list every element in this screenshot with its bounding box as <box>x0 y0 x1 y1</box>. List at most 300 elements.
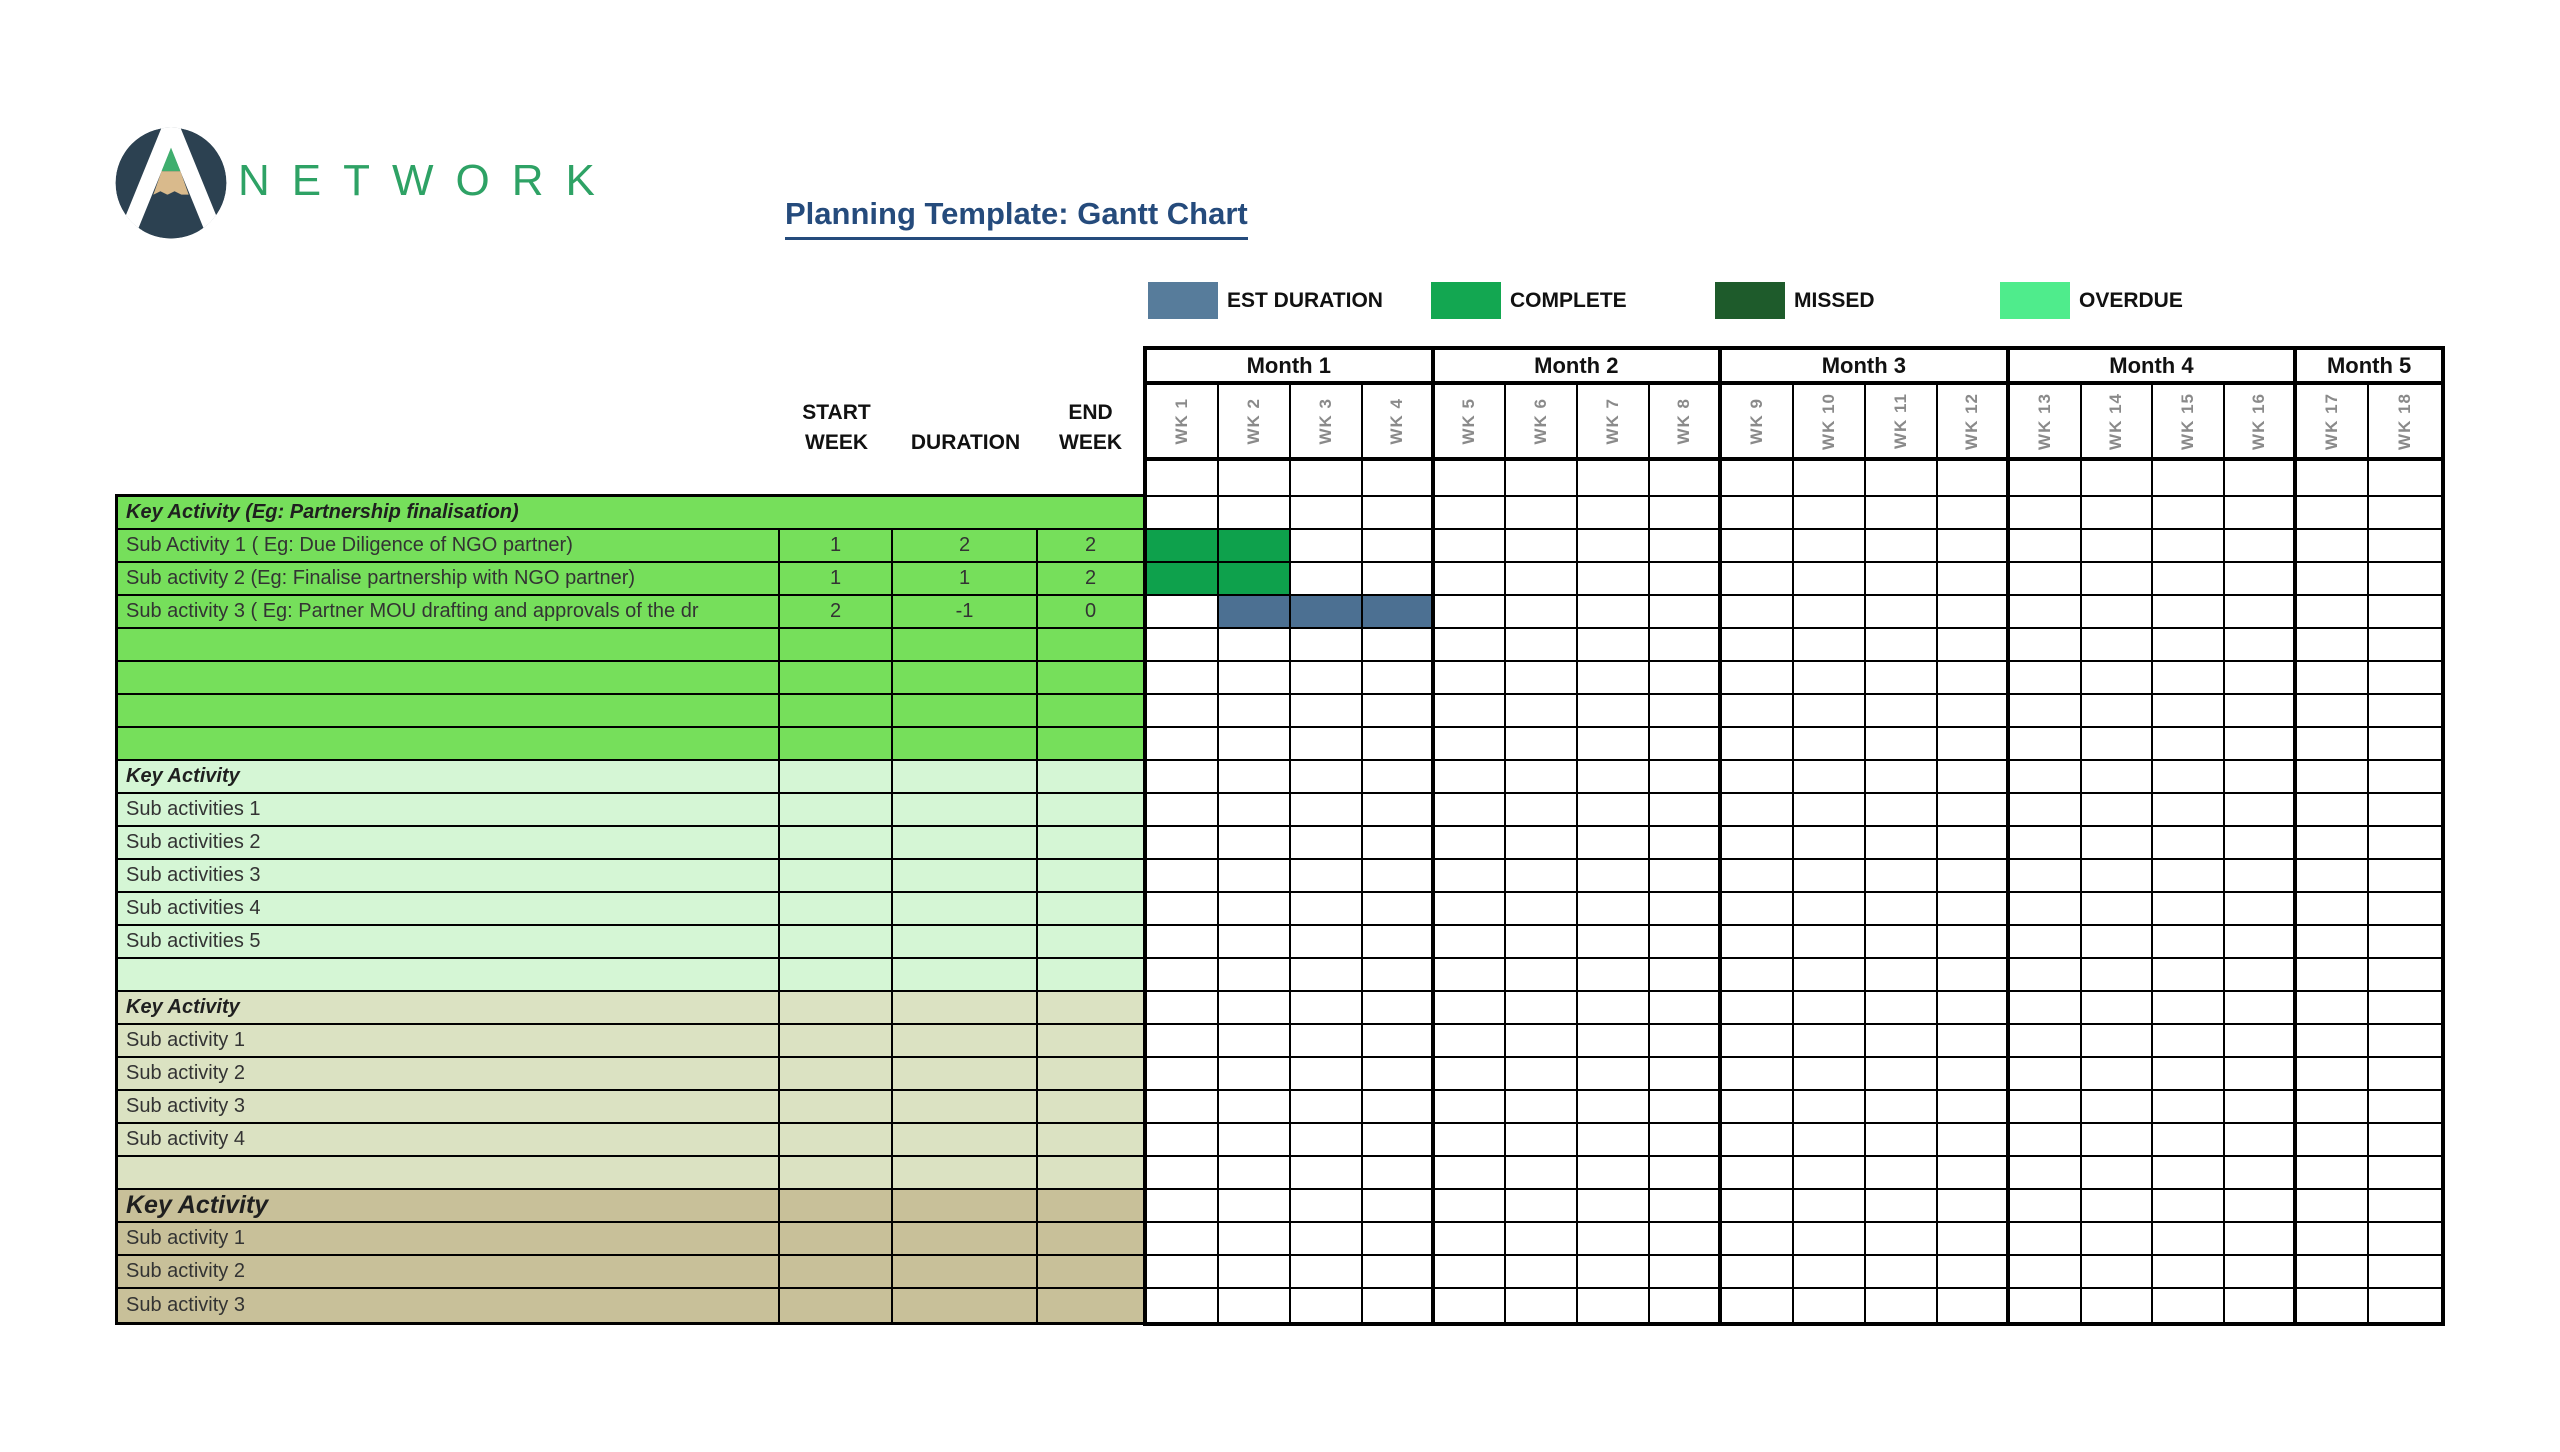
gantt-cell-wk8[interactable] <box>1650 1124 1722 1157</box>
gantt-cell-wk6[interactable] <box>1506 1025 1578 1058</box>
gantt-cell-wk15[interactable] <box>2153 1190 2225 1223</box>
gantt-cell-wk17[interactable] <box>2297 1058 2369 1091</box>
gantt-cell-wk15[interactable] <box>2153 1124 2225 1157</box>
duration-cell[interactable] <box>893 1190 1038 1221</box>
gantt-cell-wk13[interactable] <box>2010 461 2082 497</box>
gantt-cell-wk9[interactable] <box>1722 1256 1794 1289</box>
gantt-cell-wk9[interactable] <box>1722 1157 1794 1190</box>
end-week-cell[interactable] <box>1038 695 1143 726</box>
gantt-cell-wk17[interactable] <box>2297 596 2369 629</box>
gantt-cell-wk13[interactable] <box>2010 1025 2082 1058</box>
start-week-cell[interactable] <box>780 794 893 825</box>
gantt-cell-wk2[interactable] <box>1219 629 1291 662</box>
gantt-cell-wk17[interactable] <box>2297 563 2369 596</box>
end-week-cell[interactable]: 2 <box>1084 534 1097 556</box>
sub-activity-cell[interactable] <box>118 794 780 825</box>
gantt-cell-wk9[interactable] <box>1722 992 1794 1025</box>
gantt-cell-wk6[interactable] <box>1506 1124 1578 1157</box>
gantt-cell-wk1[interactable] <box>1147 893 1219 926</box>
gantt-cell-wk3[interactable] <box>1291 1091 1363 1124</box>
end-week-cell[interactable] <box>1038 926 1143 957</box>
gantt-cell-wk12[interactable] <box>1938 827 2010 860</box>
gantt-cell-wk14[interactable] <box>2082 629 2154 662</box>
gantt-cell-wk16[interactable] <box>2225 662 2297 695</box>
gantt-cell-wk11[interactable] <box>1866 1091 1938 1124</box>
gantt-cell-wk12[interactable] <box>1938 596 2010 629</box>
gantt-cell-wk10[interactable] <box>1794 1091 1866 1124</box>
gantt-bar-cell-est-wk3[interactable] <box>1291 596 1363 629</box>
gantt-cell-wk18[interactable] <box>2369 1124 2441 1157</box>
gantt-cell-wk4[interactable] <box>1363 1289 1435 1322</box>
gantt-cell-wk5[interactable] <box>1435 461 1507 497</box>
gantt-cell-wk7[interactable] <box>1578 860 1650 893</box>
start-week-cell[interactable] <box>780 860 893 891</box>
gantt-cell-wk3[interactable] <box>1291 1157 1363 1190</box>
gantt-cell-wk8[interactable] <box>1650 563 1722 596</box>
gantt-cell-wk17[interactable] <box>2297 1223 2369 1256</box>
gantt-cell-wk11[interactable] <box>1866 959 1938 992</box>
gantt-cell-wk18[interactable] <box>2369 497 2441 530</box>
gantt-cell-wk17[interactable] <box>2297 893 2369 926</box>
sub-activity-cell[interactable] <box>118 1256 780 1287</box>
gantt-cell-wk2[interactable] <box>1219 959 1291 992</box>
gantt-cell-wk9[interactable] <box>1722 461 1794 497</box>
gantt-cell-wk1[interactable] <box>1147 497 1219 530</box>
gantt-cell-wk9[interactable] <box>1722 860 1794 893</box>
gantt-cell-wk15[interactable] <box>2153 761 2225 794</box>
duration-cell[interactable] <box>893 926 1038 957</box>
gantt-cell-wk3[interactable] <box>1291 563 1363 596</box>
gantt-cell-wk15[interactable] <box>2153 893 2225 926</box>
gantt-cell-wk8[interactable] <box>1650 827 1722 860</box>
gantt-cell-wk14[interactable] <box>2082 959 2154 992</box>
end-week-cell[interactable] <box>1038 1124 1143 1155</box>
gantt-cell-wk8[interactable] <box>1650 1157 1722 1190</box>
gantt-cell-wk6[interactable] <box>1506 827 1578 860</box>
key-activity-cell[interactable] <box>118 761 780 792</box>
gantt-cell-wk13[interactable] <box>2010 497 2082 530</box>
duration-cell[interactable] <box>893 1256 1038 1287</box>
gantt-cell-wk10[interactable] <box>1794 563 1866 596</box>
gantt-cell-wk8[interactable] <box>1650 761 1722 794</box>
gantt-cell-wk4[interactable] <box>1363 893 1435 926</box>
gantt-cell-wk14[interactable] <box>2082 827 2154 860</box>
gantt-cell-wk16[interactable] <box>2225 629 2297 662</box>
gantt-cell-wk5[interactable] <box>1435 827 1507 860</box>
start-week-cell[interactable]: 1 <box>780 563 893 594</box>
gantt-cell-wk17[interactable] <box>2297 1256 2369 1289</box>
gantt-cell-wk16[interactable] <box>2225 926 2297 959</box>
gantt-cell-wk5[interactable] <box>1435 1058 1507 1091</box>
gantt-cell-wk14[interactable] <box>2082 461 2154 497</box>
gantt-cell-wk4[interactable] <box>1363 629 1435 662</box>
gantt-cell-wk12[interactable] <box>1938 629 2010 662</box>
gantt-cell-wk7[interactable] <box>1578 728 1650 761</box>
gantt-cell-wk18[interactable] <box>2369 761 2441 794</box>
gantt-cell-wk13[interactable] <box>2010 1091 2082 1124</box>
gantt-cell-wk14[interactable] <box>2082 926 2154 959</box>
gantt-cell-wk17[interactable] <box>2297 827 2369 860</box>
gantt-cell-wk3[interactable] <box>1291 629 1363 662</box>
gantt-cell-wk1[interactable] <box>1147 761 1219 794</box>
gantt-cell-wk1[interactable] <box>1147 926 1219 959</box>
gantt-cell-wk11[interactable] <box>1866 1223 1938 1256</box>
empty-activity-cell[interactable] <box>118 959 780 990</box>
gantt-cell-wk11[interactable] <box>1866 761 1938 794</box>
gantt-cell-wk7[interactable] <box>1578 629 1650 662</box>
gantt-cell-wk13[interactable] <box>2010 959 2082 992</box>
gantt-cell-wk11[interactable] <box>1866 1025 1938 1058</box>
gantt-cell-wk5[interactable] <box>1435 992 1507 1025</box>
gantt-cell-wk5[interactable] <box>1435 959 1507 992</box>
gantt-cell-wk2[interactable] <box>1219 695 1291 728</box>
gantt-cell-wk1[interactable] <box>1147 860 1219 893</box>
gantt-cell-wk8[interactable] <box>1650 794 1722 827</box>
gantt-cell-wk13[interactable] <box>2010 1289 2082 1322</box>
gantt-cell-wk3[interactable] <box>1291 1289 1363 1322</box>
gantt-cell-wk1[interactable] <box>1147 695 1219 728</box>
gantt-cell-wk7[interactable] <box>1578 893 1650 926</box>
gantt-cell-wk3[interactable] <box>1291 1190 1363 1223</box>
gantt-cell-wk13[interactable] <box>2010 662 2082 695</box>
gantt-cell-wk13[interactable] <box>2010 695 2082 728</box>
gantt-cell-wk10[interactable] <box>1794 926 1866 959</box>
gantt-cell-wk16[interactable] <box>2225 1124 2297 1157</box>
gantt-cell-wk13[interactable] <box>2010 728 2082 761</box>
gantt-cell-wk5[interactable] <box>1435 1157 1507 1190</box>
gantt-cell-wk16[interactable] <box>2225 596 2297 629</box>
gantt-cell-wk1[interactable] <box>1147 1223 1219 1256</box>
gantt-cell-wk13[interactable] <box>2010 530 2082 563</box>
gantt-cell-wk10[interactable] <box>1794 1058 1866 1091</box>
gantt-cell-wk9[interactable] <box>1722 629 1794 662</box>
gantt-cell-wk2[interactable] <box>1219 461 1291 497</box>
gantt-cell-wk12[interactable] <box>1938 461 2010 497</box>
gantt-cell-wk3[interactable] <box>1291 1058 1363 1091</box>
gantt-cell-wk3[interactable] <box>1291 461 1363 497</box>
gantt-cell-wk11[interactable] <box>1866 662 1938 695</box>
gantt-cell-wk7[interactable] <box>1578 926 1650 959</box>
gantt-cell-wk18[interactable] <box>2369 794 2441 827</box>
duration-cell[interactable] <box>893 629 1038 660</box>
gantt-cell-wk6[interactable] <box>1506 461 1578 497</box>
end-week-cell[interactable] <box>1038 1190 1143 1221</box>
gantt-cell-wk12[interactable] <box>1938 497 2010 530</box>
gantt-cell-wk9[interactable] <box>1722 1190 1794 1223</box>
end-week-cell[interactable] <box>1038 1256 1143 1287</box>
gantt-cell-wk15[interactable] <box>2153 1223 2225 1256</box>
gantt-cell-wk10[interactable] <box>1794 1157 1866 1190</box>
gantt-cell-wk6[interactable] <box>1506 1223 1578 1256</box>
gantt-cell-wk11[interactable] <box>1866 893 1938 926</box>
gantt-cell-wk4[interactable] <box>1363 827 1435 860</box>
gantt-cell-wk12[interactable] <box>1938 530 2010 563</box>
gantt-cell-wk14[interactable] <box>2082 1025 2154 1058</box>
empty-activity-cell[interactable] <box>118 728 780 759</box>
gantt-cell-wk16[interactable] <box>2225 530 2297 563</box>
gantt-cell-wk11[interactable] <box>1866 1190 1938 1223</box>
duration-cell[interactable] <box>893 1025 1038 1056</box>
gantt-cell-wk3[interactable] <box>1291 794 1363 827</box>
gantt-cell-wk8[interactable] <box>1650 629 1722 662</box>
gantt-cell-wk3[interactable] <box>1291 1025 1363 1058</box>
gantt-cell-wk14[interactable] <box>2082 893 2154 926</box>
end-week-cell[interactable] <box>1038 1058 1143 1089</box>
gantt-cell-wk2[interactable] <box>1219 926 1291 959</box>
gantt-cell-wk13[interactable] <box>2010 1058 2082 1091</box>
gantt-cell-wk1[interactable] <box>1147 461 1219 497</box>
gantt-cell-wk1[interactable] <box>1147 1190 1219 1223</box>
sub-activity-cell[interactable] <box>118 1091 780 1122</box>
gantt-cell-wk14[interactable] <box>2082 1256 2154 1289</box>
gantt-cell-wk13[interactable] <box>2010 992 2082 1025</box>
gantt-cell-wk6[interactable] <box>1506 959 1578 992</box>
sub-activity-cell[interactable] <box>118 1025 780 1056</box>
sub-activity-cell[interactable] <box>118 1058 780 1089</box>
gantt-cell-wk14[interactable] <box>2082 497 2154 530</box>
gantt-cell-wk15[interactable] <box>2153 461 2225 497</box>
gantt-cell-wk16[interactable] <box>2225 959 2297 992</box>
gantt-cell-wk12[interactable] <box>1938 1124 2010 1157</box>
gantt-cell-wk17[interactable] <box>2297 926 2369 959</box>
sub-activity-cell[interactable] <box>118 596 780 627</box>
gantt-cell-wk1[interactable] <box>1147 1058 1219 1091</box>
gantt-cell-wk8[interactable] <box>1650 1058 1722 1091</box>
gantt-cell-wk4[interactable] <box>1363 497 1435 530</box>
gantt-cell-wk5[interactable] <box>1435 1289 1507 1322</box>
sub-activity-cell[interactable] <box>118 926 780 957</box>
gantt-cell-wk15[interactable] <box>2153 959 2225 992</box>
gantt-cell-wk10[interactable] <box>1794 761 1866 794</box>
gantt-bar-cell-est-wk2[interactable] <box>1219 596 1291 629</box>
gantt-cell-wk9[interactable] <box>1722 1289 1794 1322</box>
gantt-cell-wk5[interactable] <box>1435 596 1507 629</box>
duration-cell[interactable] <box>893 827 1038 858</box>
gantt-cell-wk5[interactable] <box>1435 563 1507 596</box>
gantt-cell-wk2[interactable] <box>1219 1058 1291 1091</box>
gantt-cell-wk6[interactable] <box>1506 794 1578 827</box>
gantt-cell-wk15[interactable] <box>2153 1157 2225 1190</box>
gantt-cell-wk14[interactable] <box>2082 860 2154 893</box>
gantt-cell-wk4[interactable] <box>1363 728 1435 761</box>
gantt-cell-wk16[interactable] <box>2225 893 2297 926</box>
gantt-cell-wk1[interactable] <box>1147 1025 1219 1058</box>
gantt-cell-wk9[interactable] <box>1722 1025 1794 1058</box>
start-week-cell[interactable] <box>780 695 893 726</box>
sub-activity-cell[interactable] <box>118 893 780 924</box>
gantt-cell-wk18[interactable] <box>2369 926 2441 959</box>
gantt-cell-wk18[interactable] <box>2369 1223 2441 1256</box>
duration-cell[interactable]: -1 <box>893 596 1038 627</box>
gantt-cell-wk17[interactable] <box>2297 1124 2369 1157</box>
gantt-cell-wk2[interactable] <box>1219 893 1291 926</box>
gantt-cell-wk14[interactable] <box>2082 563 2154 596</box>
gantt-cell-wk16[interactable] <box>2225 1190 2297 1223</box>
gantt-cell-wk8[interactable] <box>1650 893 1722 926</box>
gantt-cell-wk3[interactable] <box>1291 662 1363 695</box>
gantt-cell-wk3[interactable] <box>1291 992 1363 1025</box>
gantt-cell-wk5[interactable] <box>1435 497 1507 530</box>
gantt-cell-wk11[interactable] <box>1866 563 1938 596</box>
gantt-cell-wk15[interactable] <box>2153 728 2225 761</box>
end-week-cell[interactable] <box>1038 761 1143 792</box>
start-week-cell[interactable] <box>780 1058 893 1089</box>
gantt-cell-wk11[interactable] <box>1866 728 1938 761</box>
gantt-cell-wk18[interactable] <box>2369 695 2441 728</box>
gantt-cell-wk10[interactable] <box>1794 1289 1866 1322</box>
gantt-cell-wk4[interactable] <box>1363 662 1435 695</box>
gantt-cell-wk4[interactable] <box>1363 1190 1435 1223</box>
gantt-cell-wk11[interactable] <box>1866 596 1938 629</box>
sub-activity-cell[interactable] <box>118 860 780 891</box>
gantt-cell-wk15[interactable] <box>2153 629 2225 662</box>
gantt-cell-wk7[interactable] <box>1578 959 1650 992</box>
gantt-cell-wk9[interactable] <box>1722 1058 1794 1091</box>
start-week-cell[interactable] <box>780 662 893 693</box>
gantt-cell-wk16[interactable] <box>2225 1289 2297 1322</box>
gantt-cell-wk13[interactable] <box>2010 629 2082 662</box>
start-week-cell[interactable] <box>780 1256 893 1287</box>
gantt-cell-wk15[interactable] <box>2153 563 2225 596</box>
gantt-cell-wk8[interactable] <box>1650 1091 1722 1124</box>
gantt-cell-wk11[interactable] <box>1866 860 1938 893</box>
gantt-cell-wk5[interactable] <box>1435 794 1507 827</box>
gantt-cell-wk16[interactable] <box>2225 1091 2297 1124</box>
key-activity-cell[interactable] <box>118 497 1143 528</box>
gantt-cell-wk1[interactable] <box>1147 1124 1219 1157</box>
gantt-cell-wk4[interactable] <box>1363 794 1435 827</box>
gantt-cell-wk15[interactable] <box>2153 992 2225 1025</box>
gantt-cell-wk13[interactable] <box>2010 1223 2082 1256</box>
gantt-cell-wk15[interactable] <box>2153 695 2225 728</box>
gantt-cell-wk8[interactable] <box>1650 596 1722 629</box>
gantt-cell-wk7[interactable] <box>1578 662 1650 695</box>
gantt-cell-wk7[interactable] <box>1578 1025 1650 1058</box>
gantt-cell-wk8[interactable] <box>1650 728 1722 761</box>
gantt-cell-wk5[interactable] <box>1435 1190 1507 1223</box>
gantt-cell-wk16[interactable] <box>2225 992 2297 1025</box>
gantt-cell-wk7[interactable] <box>1578 1157 1650 1190</box>
gantt-cell-wk10[interactable] <box>1794 596 1866 629</box>
gantt-cell-wk18[interactable] <box>2369 827 2441 860</box>
gantt-cell-wk10[interactable] <box>1794 893 1866 926</box>
gantt-cell-wk6[interactable] <box>1506 1190 1578 1223</box>
gantt-cell-wk14[interactable] <box>2082 992 2154 1025</box>
gantt-cell-wk1[interactable] <box>1147 728 1219 761</box>
gantt-cell-wk9[interactable] <box>1722 728 1794 761</box>
gantt-cell-wk17[interactable] <box>2297 1091 2369 1124</box>
gantt-cell-wk11[interactable] <box>1866 461 1938 497</box>
gantt-cell-wk6[interactable] <box>1506 1157 1578 1190</box>
duration-cell[interactable] <box>893 1124 1038 1155</box>
gantt-cell-wk2[interactable] <box>1219 860 1291 893</box>
gantt-cell-wk11[interactable] <box>1866 1058 1938 1091</box>
gantt-cell-wk7[interactable] <box>1578 1223 1650 1256</box>
empty-activity-cell[interactable] <box>118 629 780 660</box>
gantt-cell-wk17[interactable] <box>2297 992 2369 1025</box>
start-week-cell[interactable] <box>780 893 893 924</box>
end-week-cell[interactable] <box>1038 827 1143 858</box>
end-week-cell[interactable] <box>1038 893 1143 924</box>
gantt-cell-wk11[interactable] <box>1866 1256 1938 1289</box>
gantt-cell-wk5[interactable] <box>1435 761 1507 794</box>
gantt-cell-wk15[interactable] <box>2153 1289 2225 1322</box>
gantt-cell-wk16[interactable] <box>2225 860 2297 893</box>
gantt-cell-wk15[interactable] <box>2153 497 2225 530</box>
gantt-cell-wk4[interactable] <box>1363 1256 1435 1289</box>
duration-cell[interactable] <box>893 992 1038 1023</box>
duration-cell[interactable] <box>893 794 1038 825</box>
gantt-cell-wk17[interactable] <box>2297 1289 2369 1322</box>
gantt-cell-wk10[interactable] <box>1794 1256 1866 1289</box>
duration-cell[interactable]: 1 <box>893 563 1038 594</box>
gantt-cell-wk5[interactable] <box>1435 530 1507 563</box>
gantt-cell-wk1[interactable] <box>1147 1256 1219 1289</box>
gantt-cell-wk12[interactable] <box>1938 860 2010 893</box>
gantt-cell-wk4[interactable] <box>1363 530 1435 563</box>
gantt-cell-wk3[interactable] <box>1291 728 1363 761</box>
gantt-cell-wk4[interactable] <box>1363 695 1435 728</box>
gantt-cell-wk4[interactable] <box>1363 563 1435 596</box>
gantt-cell-wk14[interactable] <box>2082 1289 2154 1322</box>
gantt-cell-wk15[interactable] <box>2153 1058 2225 1091</box>
gantt-cell-wk8[interactable] <box>1650 497 1722 530</box>
sub-activity-cell[interactable] <box>118 530 780 561</box>
gantt-cell-wk11[interactable] <box>1866 827 1938 860</box>
gantt-cell-wk12[interactable] <box>1938 761 2010 794</box>
gantt-cell-wk4[interactable] <box>1363 1025 1435 1058</box>
gantt-cell-wk16[interactable] <box>2225 1223 2297 1256</box>
duration-cell[interactable]: 2 <box>893 530 1038 561</box>
duration-cell[interactable] <box>893 860 1038 891</box>
gantt-cell-wk16[interactable] <box>2225 827 2297 860</box>
gantt-cell-wk18[interactable] <box>2369 992 2441 1025</box>
duration-cell[interactable] <box>893 1223 1038 1254</box>
gantt-cell-wk13[interactable] <box>2010 1124 2082 1157</box>
gantt-cell-wk17[interactable] <box>2297 761 2369 794</box>
duration-cell[interactable] <box>893 695 1038 726</box>
gantt-cell-wk4[interactable] <box>1363 1157 1435 1190</box>
start-week-cell[interactable] <box>780 728 893 759</box>
gantt-cell-wk5[interactable] <box>1435 1223 1507 1256</box>
duration-cell[interactable] <box>893 761 1038 792</box>
gantt-cell-wk11[interactable] <box>1866 992 1938 1025</box>
gantt-cell-wk3[interactable] <box>1291 926 1363 959</box>
gantt-cell-wk15[interactable] <box>2153 596 2225 629</box>
gantt-cell-wk14[interactable] <box>2082 1124 2154 1157</box>
gantt-cell-wk8[interactable] <box>1650 662 1722 695</box>
gantt-cell-wk8[interactable] <box>1650 959 1722 992</box>
gantt-cell-wk10[interactable] <box>1794 794 1866 827</box>
gantt-cell-wk3[interactable] <box>1291 827 1363 860</box>
duration-cell[interactable] <box>893 1289 1038 1322</box>
gantt-cell-wk10[interactable] <box>1794 461 1866 497</box>
start-week-cell[interactable] <box>780 1190 893 1221</box>
gantt-cell-wk2[interactable] <box>1219 1190 1291 1223</box>
sub-activity-cell[interactable] <box>118 1289 780 1322</box>
start-week-cell[interactable] <box>780 1091 893 1122</box>
gantt-cell-wk7[interactable] <box>1578 1124 1650 1157</box>
end-week-cell[interactable] <box>1038 860 1143 891</box>
end-week-cell[interactable] <box>1038 1289 1143 1322</box>
gantt-cell-wk10[interactable] <box>1794 1223 1866 1256</box>
gantt-cell-wk12[interactable] <box>1938 893 2010 926</box>
gantt-cell-wk13[interactable] <box>2010 794 2082 827</box>
gantt-cell-wk18[interactable] <box>2369 893 2441 926</box>
end-week-cell[interactable] <box>1038 662 1143 693</box>
gantt-cell-wk6[interactable] <box>1506 893 1578 926</box>
gantt-cell-wk7[interactable] <box>1578 1091 1650 1124</box>
